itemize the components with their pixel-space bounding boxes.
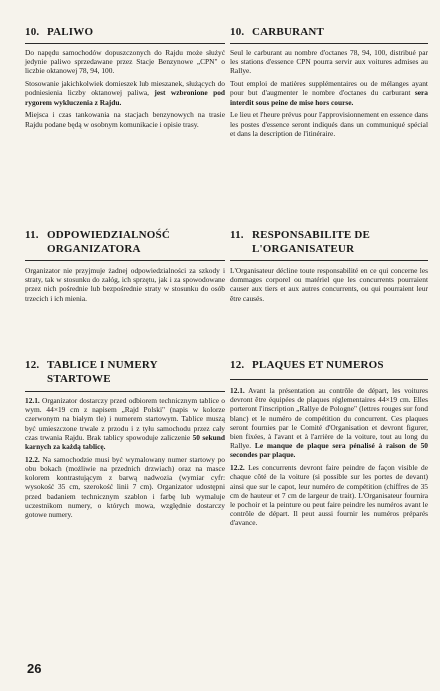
paragraph: L'Organisateur décline toute responsabilité en ce qui concerne les dommages corporel ou matériel que les concurrents pourraient causer aux tiers et aux autres concurrents, ou qui pourraient leur être causés.: [230, 266, 428, 303]
heading-odpowiedzialnosc: [25, 228, 225, 256]
heading-text: PALIWO: [47, 26, 94, 38]
emphasis: Le manque de plaque sera pénalisé à raison de 50 secondes par plaque.: [230, 441, 428, 460]
heading-text: TABLICE I NUMERY: [47, 359, 158, 371]
heading-text-line2: L'ORGANISATEUR: [252, 243, 355, 255]
emphasis: jest wzbronione pod rygorem wykluczenia z Rajdu.: [25, 88, 225, 107]
heading-number: 10.: [230, 26, 245, 38]
section-paliwo-body: [25, 48, 225, 132]
heading-divider: [25, 43, 225, 44]
paragraph: 12.2. Les concurrents devront faire peindre de façon visible de chaque côté de la voiture (si possible sur les portes de devant) ainsi que sur le capot, leur numéro de compétition (chiffres de 35 cm de hauteur et 7 cm de largeur de trait). L'Organisateur fournira le pochoir et la peinture ou peut faire peindre les numéros avant le contrôle de départ. Il peut aussi fournir les numéros préparés d'avance.: [230, 463, 428, 528]
heading-text: ODPOWIEDZIALNOŚĆ: [47, 229, 170, 241]
section-odpowiedzialnosc-body: [25, 266, 225, 306]
heading-text-line2: STARTOWE: [47, 373, 111, 385]
heading-divider: [25, 260, 225, 261]
paragraph: 12.1. Avant la présentation au contrôle de départ, les voitures devront être équipées de plaques réglementaires 44×19 cm. Elles porteront l'inscription „Rallye de Pologne" (lettres rouges sur fond blanc) et le numéro de compétition du concurrent. Ces plaques seront fournies par le Comité d'Organisation et devront figurer, bien fixées, à l'avant et à l'arrière de la voiture, tout au long du Rallye. Le manque de plaque sera pénalisé à raison de 50 secondes par plaque.: [230, 386, 428, 460]
heading-number: 11.: [25, 229, 39, 241]
clause-number: 12.1.: [25, 396, 40, 405]
clause-number: 12.1.: [230, 386, 245, 395]
heading-number: 11.: [230, 229, 244, 241]
heading-responsabilite: [230, 228, 428, 256]
heading-text: CARBURANT: [252, 26, 325, 38]
heading-text-line2: ORGANIZATORA: [47, 243, 141, 255]
section-plaques-body: [230, 386, 428, 531]
heading-divider: [25, 391, 225, 392]
heading-carburant: [230, 25, 428, 39]
emphasis: sera interdit sous peine de mise hors course.: [230, 88, 428, 107]
paragraph: 12.1. Organizator dostarczy przed odbiorem technicznym tablice o wym. 44×19 cm z napisem „Rajd Polski" (napis w kolorze czerwonym na białym tle) i numerem startowym. Tablice muszą być umieszczone trwale z przodu i z tyłu samochodu przez cały czas trwania Rajdu. Brak tablicy spowoduje zaliczenie 50 sekund karnych za każdą tablicę.: [25, 396, 225, 452]
paragraph: Seul le carburant au nombre d'octanes 78, 94, 100, distribué par les stations d'essence CPN pourra servir aux voitures admises au Rallye.: [230, 48, 428, 76]
paragraph: Tout emploi de matières supplémentaires ou de mélanges ayant pour but d'augmenter le nombre d'octanes du carburant sera interdit sous peine de mise hors course.: [230, 79, 428, 107]
clause-number: 12.2.: [25, 454, 40, 464]
paragraph: Le lieu et l'heure prévus pour l'approvisionnement en essence dans les postes d'essence seront indiqués dans un communiqué spécial et dans la description de l'itinéraire.: [230, 110, 428, 138]
clause-number: 12.2.: [230, 463, 245, 473]
heading-text: PLAQUES ET NUMEROS: [252, 359, 384, 371]
heading-tablice: [25, 358, 225, 386]
emphasis: 50 sekund karnych za każdą tablicę.: [25, 432, 225, 452]
paragraph: Stosowanie jakichkolwiek domieszek lub mieszanek, służących do podniesienia liczby oktanowej paliwa, jest wzbronione pod rygorem wykluczenia z Rajdu.: [25, 79, 225, 107]
heading-number: 12.: [25, 359, 40, 371]
heading-paliwo: [25, 25, 225, 39]
paragraph: Miejsca i czas tankowania na stacjach benzynowych na trasie Rajdu podane będą w osobnym komunikacie i opisie trasy.: [25, 110, 225, 129]
heading-number: 10.: [25, 26, 40, 38]
section-responsabilite-body: [230, 266, 428, 306]
paragraph: Organizator nie przyjmuje żadnej odpowiedzialności za szkody i straty, tak w stosunku do załóg, ich sprzętu, jak i za spowodowane przez nich pośrednie lub bezpośrednie straty w stosunku do osób trzecich i ich mienia.: [25, 266, 225, 303]
section-carburant-body: [230, 48, 428, 142]
heading-divider: [230, 43, 428, 44]
heading-plaques: [230, 358, 428, 372]
heading-number: 12.: [230, 359, 245, 371]
paragraph: Do napędu samochodów dopuszczonych do Rajdu może służyć jedynie paliwo sprzedawane przez Stacje Benzynowe „CPN" o liczbie oktanowej 78, 94, 100.: [25, 48, 225, 76]
paragraph: 12.2. Na samochodzie musi być wymalowany numer startowy po obu bokach (możliwie na przednich drzwiach) oraz na masce kolorem kontrastującym z barwą nadwozia (wymiar cyfr: wysokość 35 cm, szerokość linii 7 cm). Organizator udostępni przed badaniem technicznym szablon i farbę lub wymaluje uczestnikom numery, o których mowa, względnie dostarczy gotowe numery.: [25, 454, 225, 520]
heading-divider: [230, 379, 428, 380]
heading-divider: [230, 260, 428, 261]
heading-text: RESPONSABILITE DE: [252, 229, 371, 241]
page-number: 26: [27, 661, 42, 676]
section-tablice-body: [25, 396, 225, 523]
